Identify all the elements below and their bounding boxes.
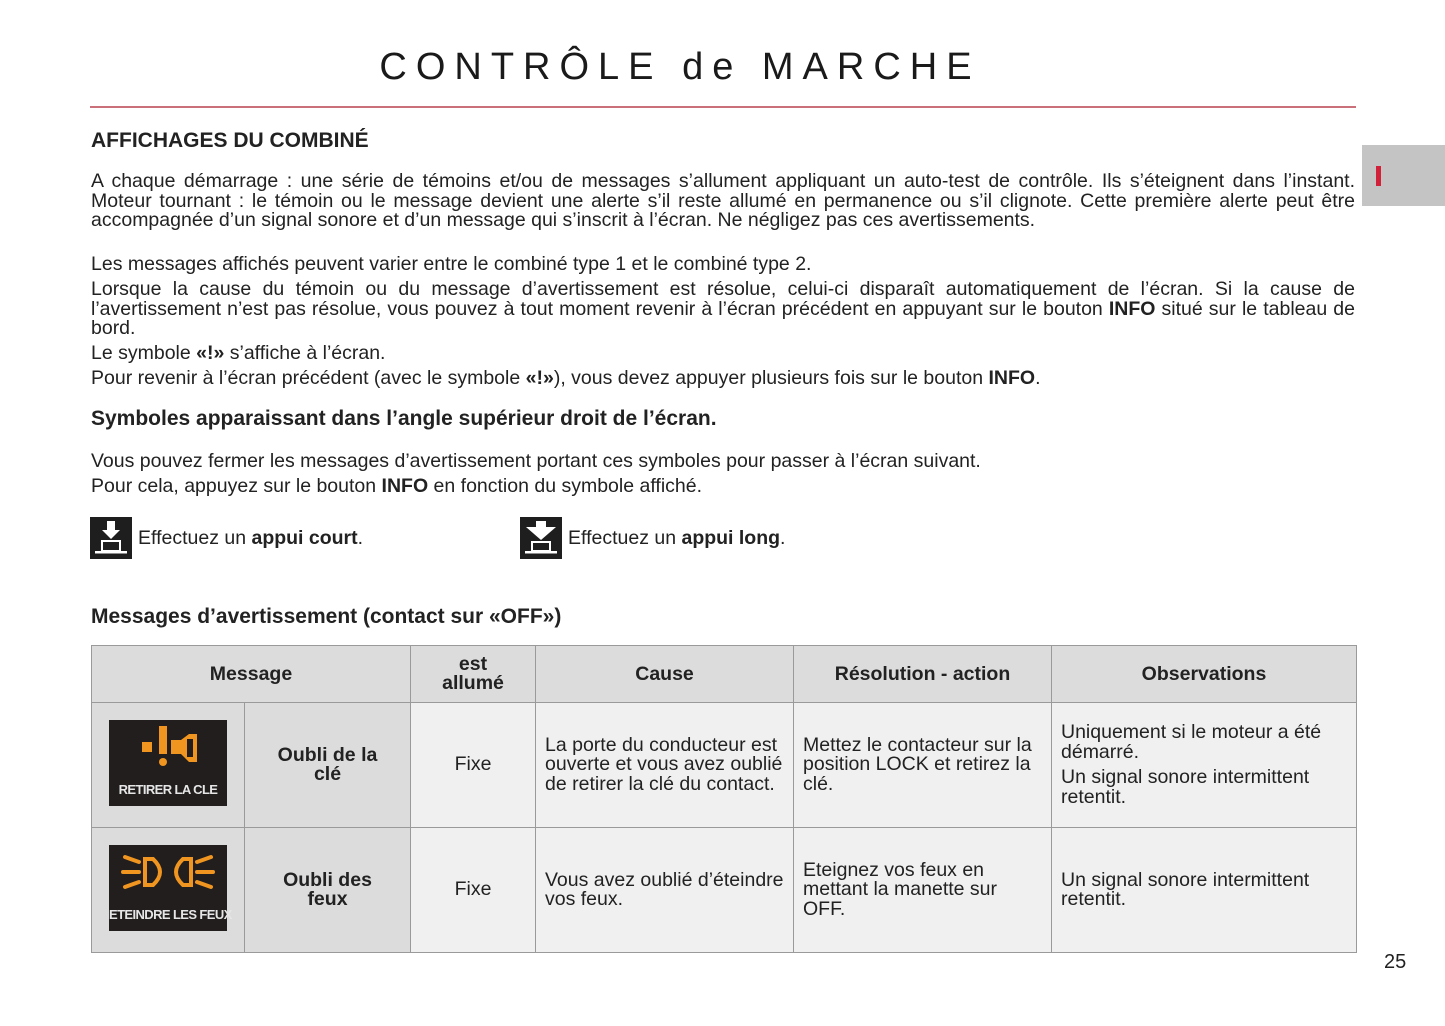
cause-text: La porte du conducteur est ouverte et vous avez oublié de retirer la clé du contact. xyxy=(536,703,794,828)
warnings-table xyxy=(91,645,1357,953)
message-icon-cell xyxy=(92,703,245,828)
state-value: Fixe xyxy=(411,828,536,953)
variation-paragraph: Les messages affichés peuvent varier entre le combiné type 1 et le combiné type 2. xyxy=(91,253,812,275)
long-press-text: Effectuez un appui long. xyxy=(568,526,786,549)
symbols-title: Symboles apparaissant dans l’angle supérieur droit de l’écran. xyxy=(91,407,717,430)
info-keyword: INFO xyxy=(1108,297,1156,320)
message-name: Oubli des feux xyxy=(245,828,411,953)
symbols-paragraph: Vous pouvez fermer les messages d’avertissement portant ces symboles pour passer à l’écran suivant. xyxy=(91,450,981,472)
long-press-item xyxy=(520,517,785,559)
state-value: Fixe xyxy=(411,703,536,828)
column-header-state: est allumé xyxy=(411,646,536,703)
table-row xyxy=(92,703,1357,828)
column-header-resolution: Résolution - action xyxy=(794,646,1052,703)
resolution-text: Mettez le contacteur sur la position LOCK et retirez la clé. xyxy=(794,703,1052,828)
return-paragraph: Pour revenir à l’écran précédent (avec le symbole «!»), vous devez appuyer plusieurs fois sur le bouton INFO. xyxy=(91,367,1041,389)
long-press-icon xyxy=(520,517,562,559)
resolution-paragraph: Lorsque la cause du témoin ou du message d’avertissement est résolue, celui-ci disparaît automatiquement de l’écran. Si la cause de l’avertissement n’est pas résolue, vous pouvez à tout moment revenir à l’écran précédent en appuyant sur le bouton INFO situé sur le tableau de bord. xyxy=(91,278,1355,339)
display-label: ETEINDRE LES FEUX xyxy=(109,907,232,923)
message-name: Oubli de la clé xyxy=(245,703,411,828)
page-title: CONTRÔLE de MARCHE xyxy=(379,46,981,88)
column-header-message: Message xyxy=(92,646,411,703)
page-number: 25 xyxy=(1384,951,1407,973)
warnings-title: Messages d’avertissement (contact sur «OFF») xyxy=(91,605,562,628)
lights-on-icon xyxy=(109,845,232,931)
column-header-cause: Cause xyxy=(536,646,794,703)
resolution-text: Eteignez vos feux en mettant la manette sur OFF. xyxy=(794,828,1052,953)
table-row xyxy=(92,828,1357,953)
title-divider xyxy=(90,106,1356,108)
section-title: AFFICHAGES DU COMBINÉ xyxy=(91,129,369,152)
chapter-marker xyxy=(1376,166,1381,186)
cause-text: Vous avez oublié d’éteindre vos feux. xyxy=(536,828,794,953)
symbols-info-paragraph: Pour cela, appuyez sur le bouton INFO en fonction du symbole affiché. xyxy=(91,475,703,497)
observations-text: Uniquement si le moteur a été démarré. Un signal sonore intermittent retentit. xyxy=(1052,703,1357,828)
column-header-observations: Observations xyxy=(1052,646,1357,703)
short-press-text: Effectuez un appui court. xyxy=(138,526,364,549)
chapter-tab[interactable] xyxy=(1362,145,1445,206)
short-press-icon xyxy=(90,517,132,559)
message-icon-cell xyxy=(92,828,245,953)
symbol-paragraph: Le symbole «!» s’affiche à l’écran. xyxy=(91,342,386,364)
table-header-row xyxy=(92,646,1357,703)
display-label: RETIRER LA CLE xyxy=(118,782,218,798)
intro-paragraph: A chaque démarrage : une série de témoins et/ou de messages s’allument appliquant un auto-test de contrôle. Ils s’éteignent dans l’instant. Moteur tournant : le témoin ou le message devient une alerte s’il reste allumé en permanence ou s’il clignote. Cette première alerte peut être accompagnée d’un signal sonore et d’un message qui s’inscrit à l’écran. Ne négligez pas ces avertissements. xyxy=(91,170,1355,231)
short-press-item xyxy=(90,517,363,559)
key-warning-icon xyxy=(109,720,227,806)
observations-text: Un signal sonore intermittent retentit. xyxy=(1052,828,1357,953)
